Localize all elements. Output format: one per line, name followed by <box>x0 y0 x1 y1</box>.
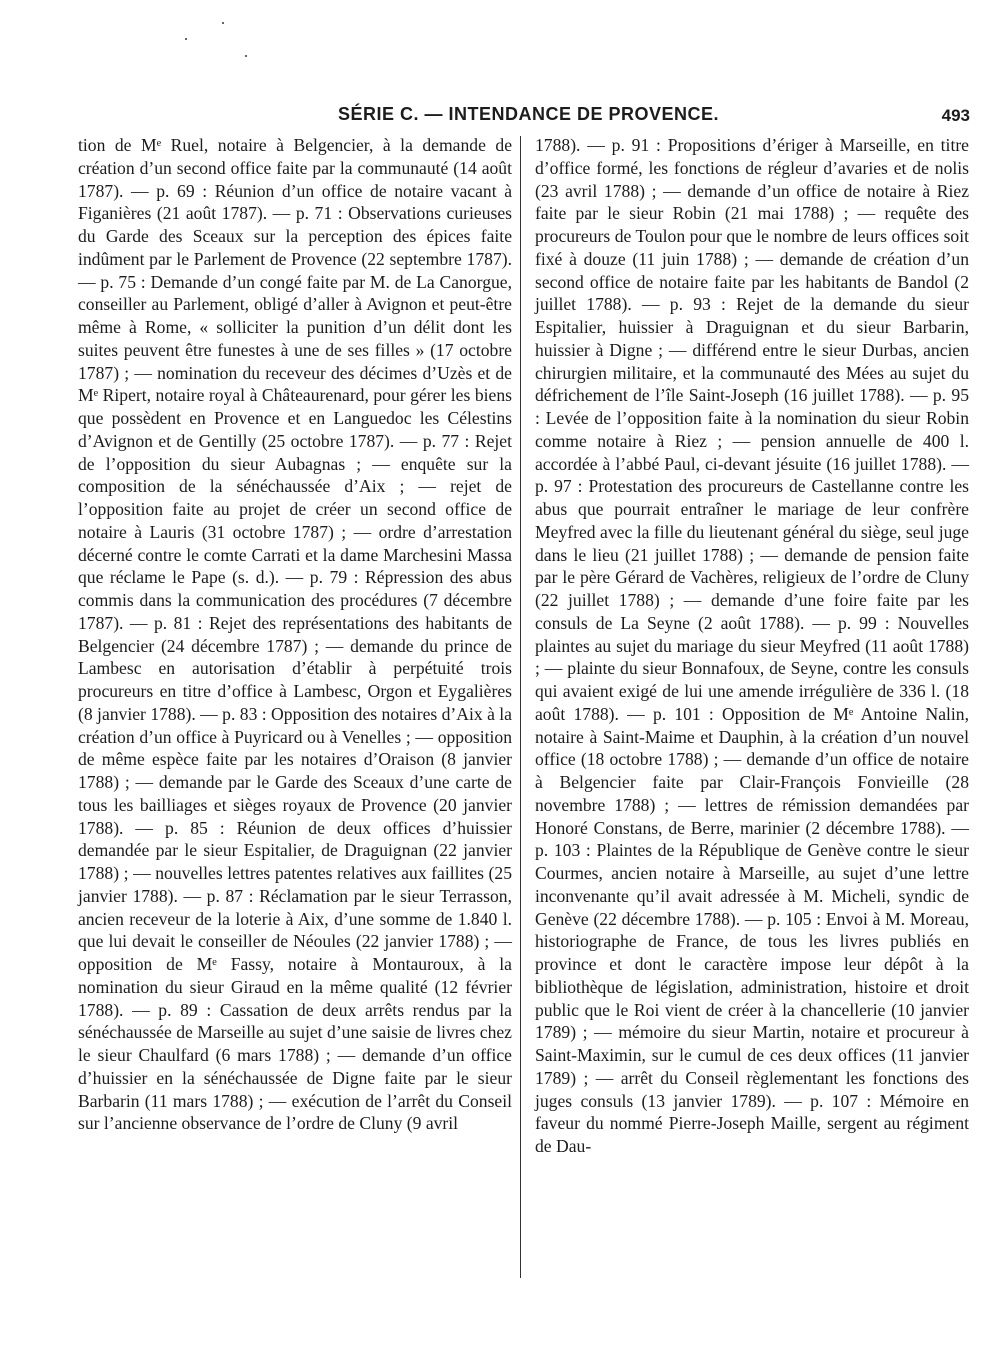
left-column-text: tion de Mᵉ Ruel, notaire à Belgencier, à la demande de création d’un second office faite par la communauté (14 août 1787). — p. 69 : Réunion d’un office de notaire vacant à Figanières (21 août 1787). — p. 71 : Observations curieuses du Garde des Sceaux sur la perception des épices faite indûment par le Parlement de Provence (22 septembre 1787). — p. 75 : Demande d’un congé faite par M. de La Canorgue, conseiller au Parlement, obligé d’aller à Avignon et peut-être même à Rome, « solliciter la punition d’un délit dont les suites peuvent être funestes à une de ses filles » (17 octobre 1787) ; — nomination du receveur des décimes d’Uzès et de Mᵉ Ripert, notaire royal à Châteaurenard, pour gérer les biens que possèdent en Provence et en Languedoc les Célestins d’Avignon et de Gentilly (25 octobre 1787). — p. 77 : Rejet de l’opposition du sieur Aubagnas ; — enquête sur la composition de la sénéchaussée d’Aix ; — rejet de l’opposition faite au projet de créer un second office de notaire à Lauris (31 octobre 1787) ; — ordre d’arrestation décerné contre le comte Carrati et la dame Marchesini Massa que réclame le Pape (s. d.). — p. 79 : Répression des abus commis dans la communication des procédures (7 décembre 1787). — p. 81 : Rejet des représentations des habitants de Belgencier (24 décembre 1787) ; — demande du prince de Lambesc en autorisation d’établir à perpétuité trois procureurs en titre d’office à Lambesc, Orgon et Eygalières (8 janvier 1788). — p. 83 : Opposition des notaires d’Aix à la création d’un office à Puyricard ou à Venelles ; — opposition de même espèce faite par les notaires d’Oraison (8 janvier 1788) ; — demande par le Garde des Sceaux d’une carte de tous les bailliages et sièges royaux de Provence (20 janvier 1788). — p. 85 : Réunion de deux offices d’huissier demandée par le sieur Espitalier, de Draguignan (22 janvier 1788) ; — nouvelles lettres patentes relatives aux faillites (25 janvier 1788). — p. 87 : Réclamation par le sieur Terrasson, ancien receveur de la loterie à Aix, d’une somme de 1.840 l. que lui devait le conseiller de Néoules (22 janvier 1788) ; — opposition de Mᵉ Fassy, notaire à Montauroux, à la nomination du sieur Giraud en la même qualité (12 février 1788). — p. 89 : Cassation de deux arrêts rendus par la sénéchaussée de Marseille au sujet d’une saisie de livres chez le sieur Chaulfard (6 mars 1788) ; — demande d’un office d’huissier en la sénéchaussée de Digne faite par le sieur Barbarin (11 mars 1788) ; — exécution de l’arrêt du Conseil sur l’ancienne observance de l’ordre de Cluny (9 avril <box>78 135 512 1134</box>
right-column-text: 1788). — p. 91 : Propositions d’ériger à Marseille, en titre d’office formé, les fonctions de régleur d’avaries et de nolis (23 avril 1788) ; — demande d’un office de notaire à Riez faite par le sieur Robin (21 mai 1788) ; — requête des procureurs de Toulon pour que le nombre de leurs offices soit fixé à douze (11 juin 1788) ; — demande de création d’un second office de notaire faite par les habitants de Bandol (2 juillet 1788). — p. 93 : Rejet de la demande du sieur Espitalier, huissier à Draguignan et du sieur Barbarin, huissier à Digne ; — différend entre le sieur Durbas, ancien chirurgien militaire, et la communauté des Mées au sujet du défrichement de l’île Saint-Joseph (16 juillet 1788). — p. 95 : Levée de l’opposition faite à la nomination du sieur Robin comme notaire à Riez ; — pension annuelle de 400 l. accordée à l’abbé Paul, ci-devant jésuite (16 juillet 1788). — p. 97 : Protestation des procureurs de Castellanne contre les abus que pourrait entraîner le mariage de leur confrère Meyfred avec la fille du lieutenant général du siège, seul juge dans le lieu (21 juillet 1788) ; — demande de pension faite par le père Gérard de Vachères, religieux de l’ordre de Cluny (22 juillet 1788) ; — demande d’une foire faite par les consuls de La Seyne (2 août 1788). — p. 99 : Nouvelles plaintes au sujet du mariage du sieur Meyfred (11 août 1788) ; — plainte du sieur Bonnafoux, de Seyne, contre les consuls qui avaient exigé de lui une amende irrégulière de 336 l. (18 août 1788). — p. 101 : Opposition de Mᵉ Antoine Nalin, notaire à Saint-Maime et Dauphin, à la création d’un nouvel office (18 octobre 1788) ; — demande d’un office de notaire à Belgencier faite par Clair-François Fonvieille (28 novembre 1788) ; — lettres de rémission demandées par Honoré Constans, de Berre, marinier (2 décembre 1788). — p. 103 : Plaintes de la République de Genève contre le sieur Courmes, ancien notaire à Marseille, au sujet d’une lettre inconvenante qu’il avait adressée à M. Micheli, syndic de Genève (22 décembre 1788). — p. 105 : Envoi à M. Moreau, historiographe de France, de tous les livres publiés en province et dont le caractère impose leur dépôt à la bibliothèque de législation, administration, histoire et droit public que le Roi vient de créer à la chancellerie (10 janvier 1789) ; — mémoire du sieur Martin, notaire et procureur à Saint-Maximin, sur le cumul de ces deux offices (11 janvier 1789) ; — arrêt du Conseil règlementant les fonctions des juges consuls (13 janvier 1789). — p. 107 : Mémoire en faveur du nommé Pierre-Joseph Maille, sergent au régiment de Dau- <box>535 135 969 1156</box>
running-header <box>78 104 970 132</box>
print-speck <box>222 22 224 24</box>
right-column <box>535 134 969 1158</box>
left-column <box>78 134 512 1135</box>
print-speck <box>245 55 247 57</box>
column-divider <box>520 136 521 1278</box>
series-title: SÉRIE C. — INTENDANCE DE PROVENCE. <box>338 104 720 124</box>
page-number: 493 <box>941 106 970 125</box>
print-speck <box>185 38 187 40</box>
